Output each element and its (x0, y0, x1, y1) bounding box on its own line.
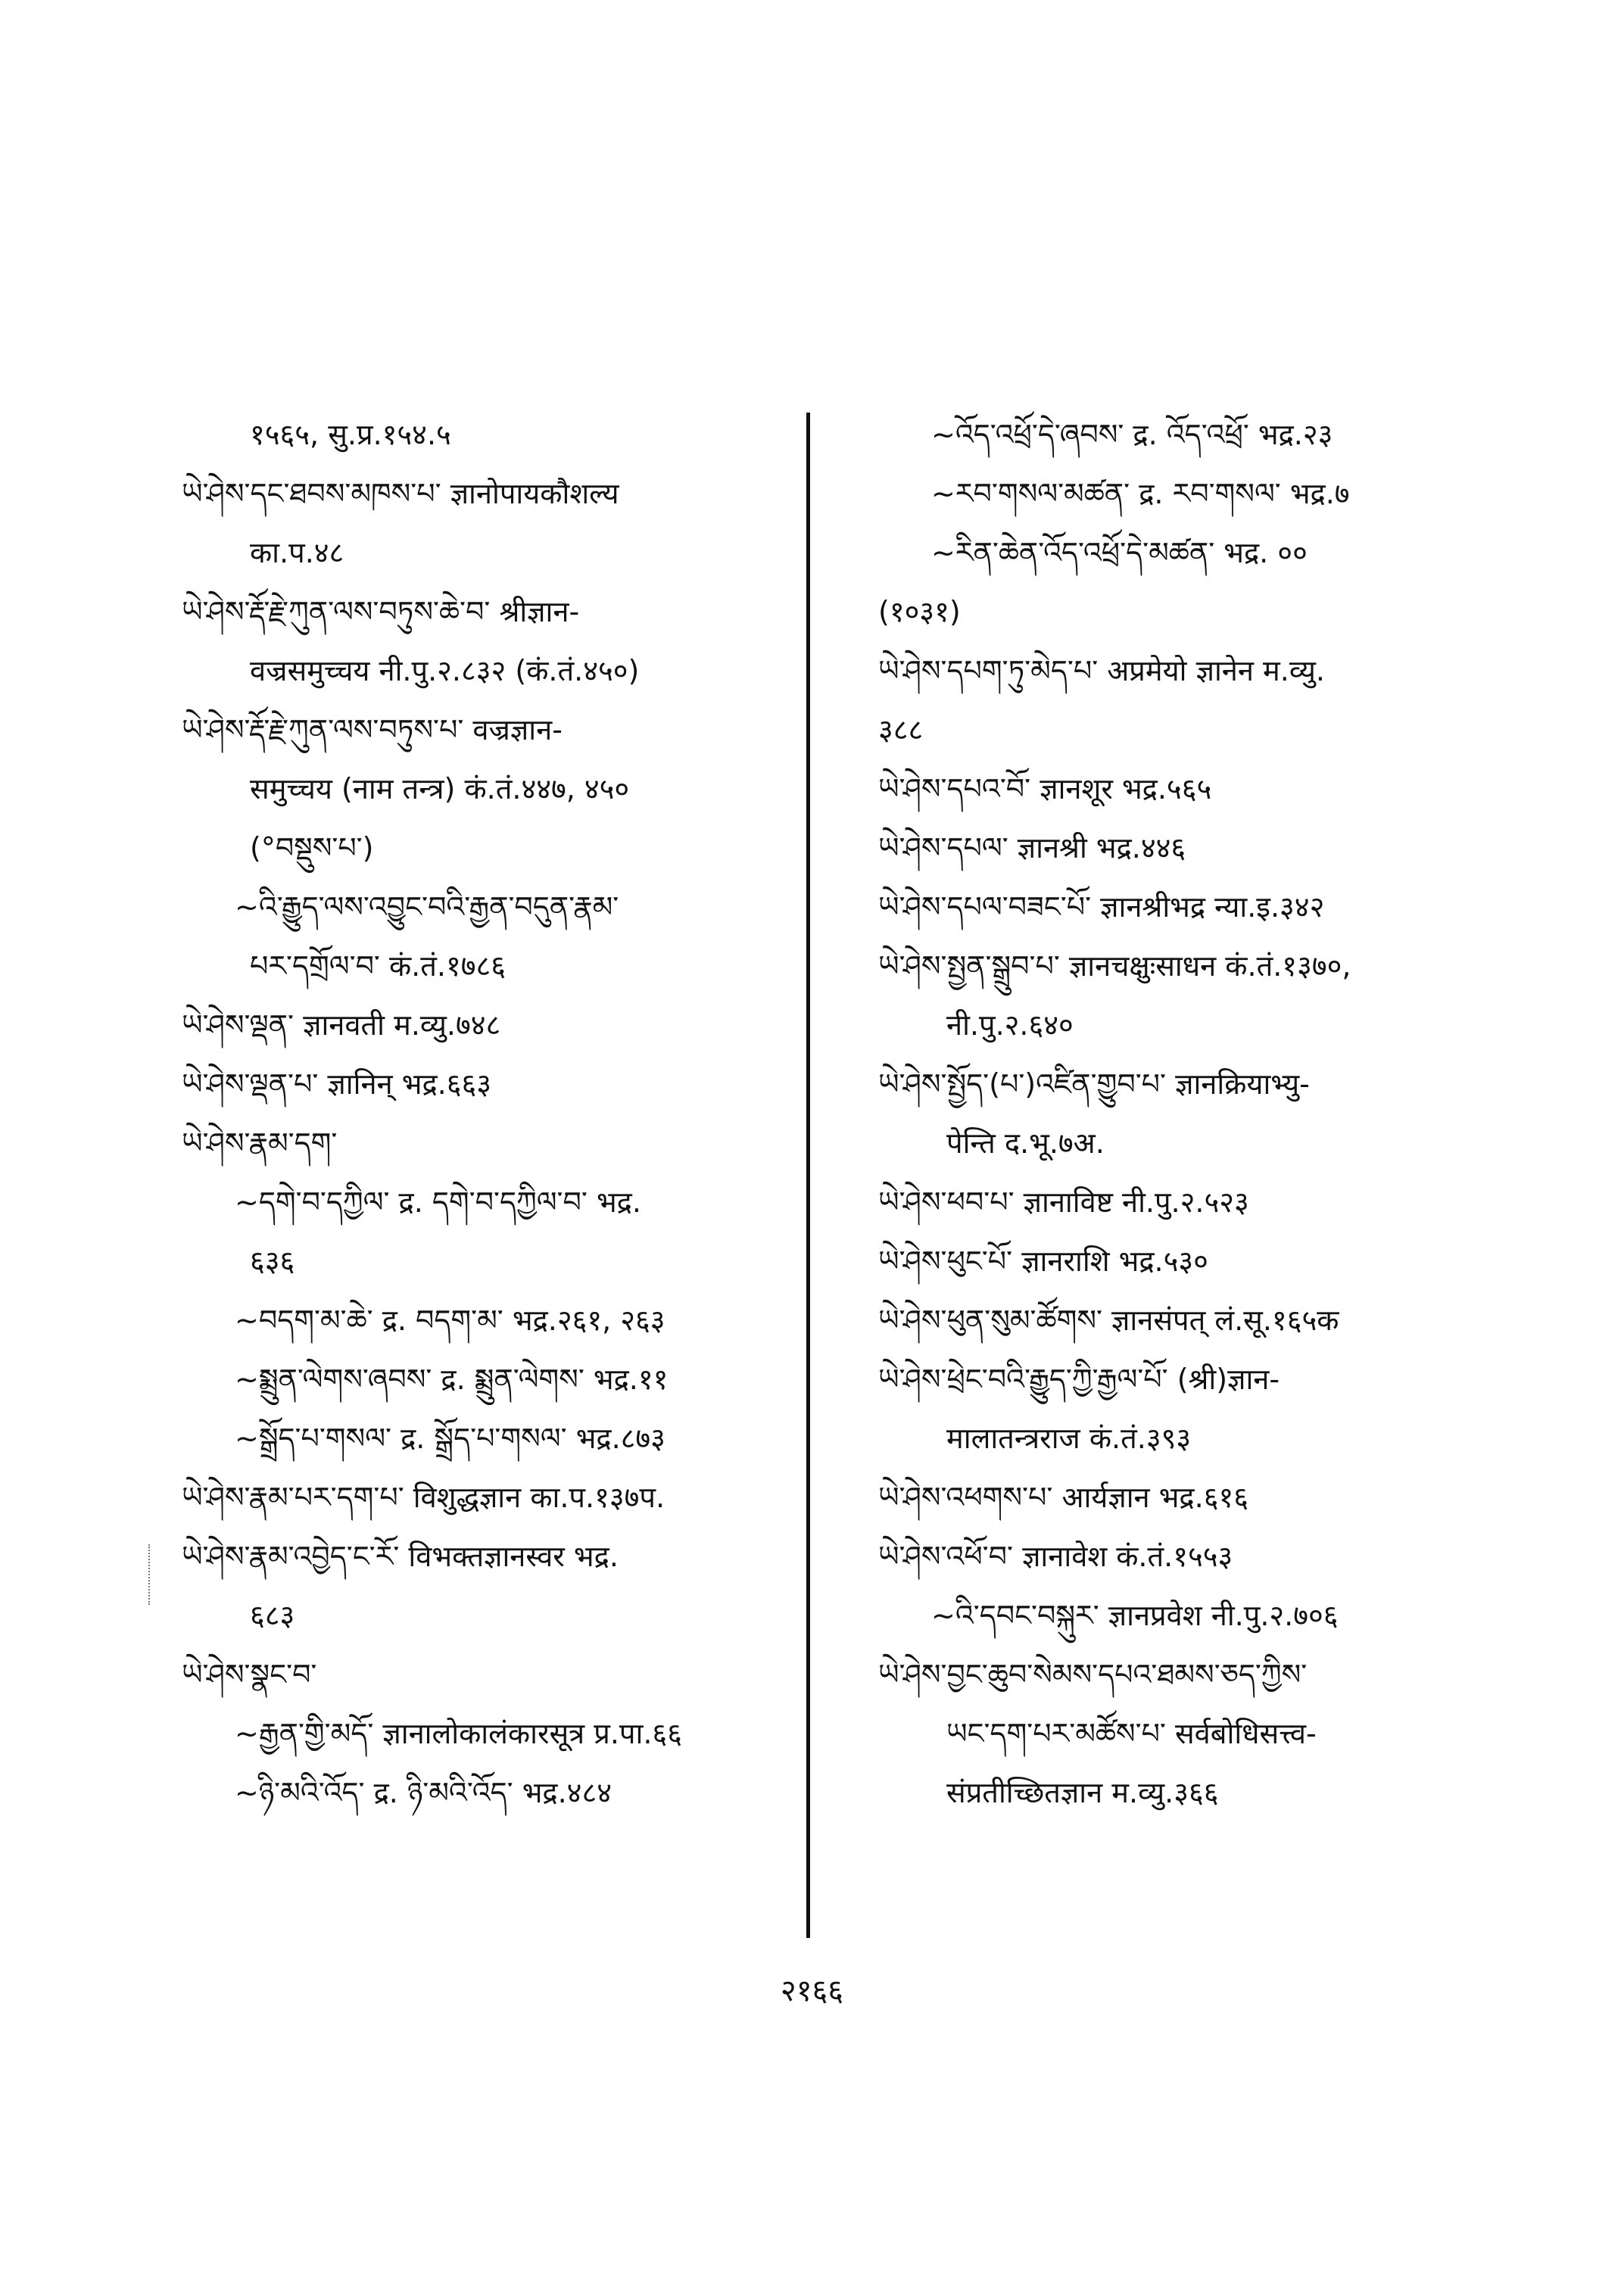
entry-line: ३८८ (878, 713, 924, 746)
entry-line: ཡང་དག་པར་མཚོས་པ་ सर्वबोधिसत्त्व- (946, 1717, 1317, 1750)
entry-headword-line: ཡེ་ཤེས་རྡོ་རྗེ་ཀུན་ལས་བཏུས་པ་ वज्रज्ञान- (182, 713, 563, 746)
entry-headword-line: ཡེ་ཤེས་སྣང་བ་ (182, 1658, 317, 1691)
entry-headword-line: ཡེ་ཤེས་འཕོ་བ་ ज्ञानावेश कं.तं.१५५३ (878, 1540, 1233, 1573)
entry-line: ~དགེ་བ་དཀྱིལ་ द्र. དགེ་བ་དཀྱིལ་བ་ भद्र. (235, 1185, 641, 1219)
entry-headword-line: ཡེ་ཤེས་ལྡན་ ज्ञानवती म.व्यु.७४८ (182, 1008, 501, 1042)
entry-headword-line: ཡེ་ཤེས་དཔའ་བོ་ ज्ञानशूर भद्र.५६५ (878, 772, 1212, 805)
entry-headword-line: ཡེ་ཤེས་སྤྱན་སྒྲུབ་པ་ ज्ञानचक्षुःसाधन कं.तं.१३७०, (878, 949, 1351, 983)
entry-line: नी.पु.२.६४० (946, 1008, 1074, 1042)
entry-line: (१०३१) (878, 595, 961, 628)
entry-headword-line: ཡེ་ཤེས་བྱང་ཆུབ་སེམས་དཔའ་ཐམས་ཅད་ཀྱིས་ (878, 1658, 1308, 1691)
entry-headword-line: ཡེ་ཤེས་སྤྱོད་(པ་)འཛིན་གྱུབ་པ་ ज्ञानक्रियाभ्यु- (878, 1067, 1310, 1101)
entry-line: ~སྨྲུན་ལེགས་ཞབས་ द्र. སྨྲུན་ལེགས་ भद्र.११ (235, 1363, 669, 1396)
entry-headword-line: ཡེ་ཤེས་ཕུང་པོ་ ज्ञानराशि भद्र.५३० (878, 1245, 1208, 1278)
entry-line: པར་དགྲོལ་བ་ कं.तं.१७८६ (250, 949, 507, 983)
entry-line: पेन्ति द.भू.७अ. (946, 1126, 1105, 1160)
entry-line: का.प.४८ (250, 536, 344, 569)
entry-headword-line: ཡེ་ཤེས་དཔག་ཏུ་མེད་པ་ अप्रमेयो ज्ञानेन म.व्यु. (878, 654, 1325, 687)
margin-mark (148, 1544, 151, 1605)
entry-headword-line: ཡེ་ཤེས་རྣམ་དག་ (182, 1126, 338, 1160)
entry-line: ~རྒྱན་གྱི་མདོ་ ज्ञानालोकालंकारसूत्र प्र.पा.६६ (235, 1717, 682, 1750)
entry-headword-line: ཡེ་ཤེས་རྡོ་རྗེ་ཀུན་ལས་བཏུས་ཆེ་བ་ श्रीज्ञान- (182, 595, 580, 628)
entry-headword-line: ཡེ་ཤེས་ཕུན་སུམ་ཚོགས་ ज्ञानसंपत् लं.सू.१६५क (878, 1304, 1339, 1337)
entry-headword-line: ཡེ་ཤེས་རྣམ་འབྱེད་ང་རོ་ विभक्तज्ञानस्वर भद्र. (182, 1540, 619, 1573)
entry-line: (°བསྡུས་པ་) (250, 831, 374, 865)
entry-line: ~བདག་མ་ཆེ་ द्र. བདག་མ་ भद्र.२६१, २६३ (235, 1304, 665, 1337)
entry-line: ~སྒྲོད་པ་གསལ་ द्र. སྒྲོད་པ་གསལ་ भद्र.८७३ (235, 1422, 665, 1455)
page-number: २१६६ (780, 1974, 844, 2008)
entry-headword-line: ཡེ་ཤེས་ཕྲེང་བའི་རྒྱུད་ཀྱི་རྒྱལ་པོ་ (श्री)ज्ञान- (878, 1363, 1280, 1396)
right-column (878, 405, 1499, 1822)
left-column (182, 405, 803, 1822)
entry-headword-line: ཡེ་ཤེས་ཕབ་པ་ ज्ञानाविष्ट नी.पु.२.५२३ (878, 1185, 1249, 1219)
entry-line: ~ཉི་མའི་འོད་ द्र. ཉི་མའི་འོད་ भद्र.४८४ (235, 1776, 612, 1809)
entry-line: १५६५, सु.प्र.१५४.५ (250, 418, 451, 451)
entry-line: समुच्चय (नाम तन्त्र) कं.तं.४४७, ४५० (250, 772, 630, 805)
column-divider (806, 413, 810, 1938)
entry-line: वज्रसमुच्चय नी.पु.२.८३२ (कं.तं.४५०) (250, 654, 640, 687)
entry-headword-line: ཡེ་ཤེས་རྣམ་པར་དག་པ་ विशुद्धज्ञान का.प.१३७प. (182, 1481, 665, 1514)
entry-line: ६८३ (250, 1599, 295, 1632)
entry-line: मालातन्त्रराज कं.तं.३९३ (946, 1422, 1192, 1455)
entry-headword-line: ཡེ་ཤེས་ལྡན་པ་ ज्ञानिन् भद्र.६६३ (182, 1067, 491, 1101)
entry-line: ~རིན་ཆེན་འོད་འཕྲོ་དེ་མཚན་ भद्र. ०० (931, 536, 1308, 569)
entry-headword-line: ཡེ་ཤེས་དཔལ་ ज्ञानश्री भद्र.४४६ (878, 831, 1186, 865)
entry-line: संप्रतीच्छितज्ञान म.व्यु.३६६ (946, 1776, 1219, 1809)
entry-line: ६३६ (250, 1245, 295, 1278)
entry-headword-line: ཡེ་ཤེས་དཔལ་བཟང་པོ་ ज्ञानश्रीभद्र न्या.इ.३४२ (878, 890, 1325, 924)
entry-headword-line: ཡེ་ཤེས་དང་ཐབས་མཁས་པ་ ज्ञानोपायकौशल्य (182, 477, 619, 510)
entry-headword-line: ཡེ་ཤེས་འཕགས་པ་ आर्यज्ञान भद्र.६१६ (878, 1481, 1248, 1514)
entry-line: ~འོད་འཕྲོ་དེ་ཞབས་ द्र. འོད་འཕྲོ་ भद्र.२३ (931, 418, 1333, 451)
entry-line: ~འི་དབང་བསྐུར་ ज्ञानप्रवेश नी.पु.२.७०६ (931, 1599, 1339, 1632)
entry-line: ~འི་རྒྱུད་ལས་འབྱུང་བའི་རྒྱན་བདུན་རྣམ་ (235, 890, 619, 924)
entry-line: ~རབ་གསལ་མཚན་ द्र. རབ་གསལ་ भद्र.७ (931, 477, 1350, 510)
